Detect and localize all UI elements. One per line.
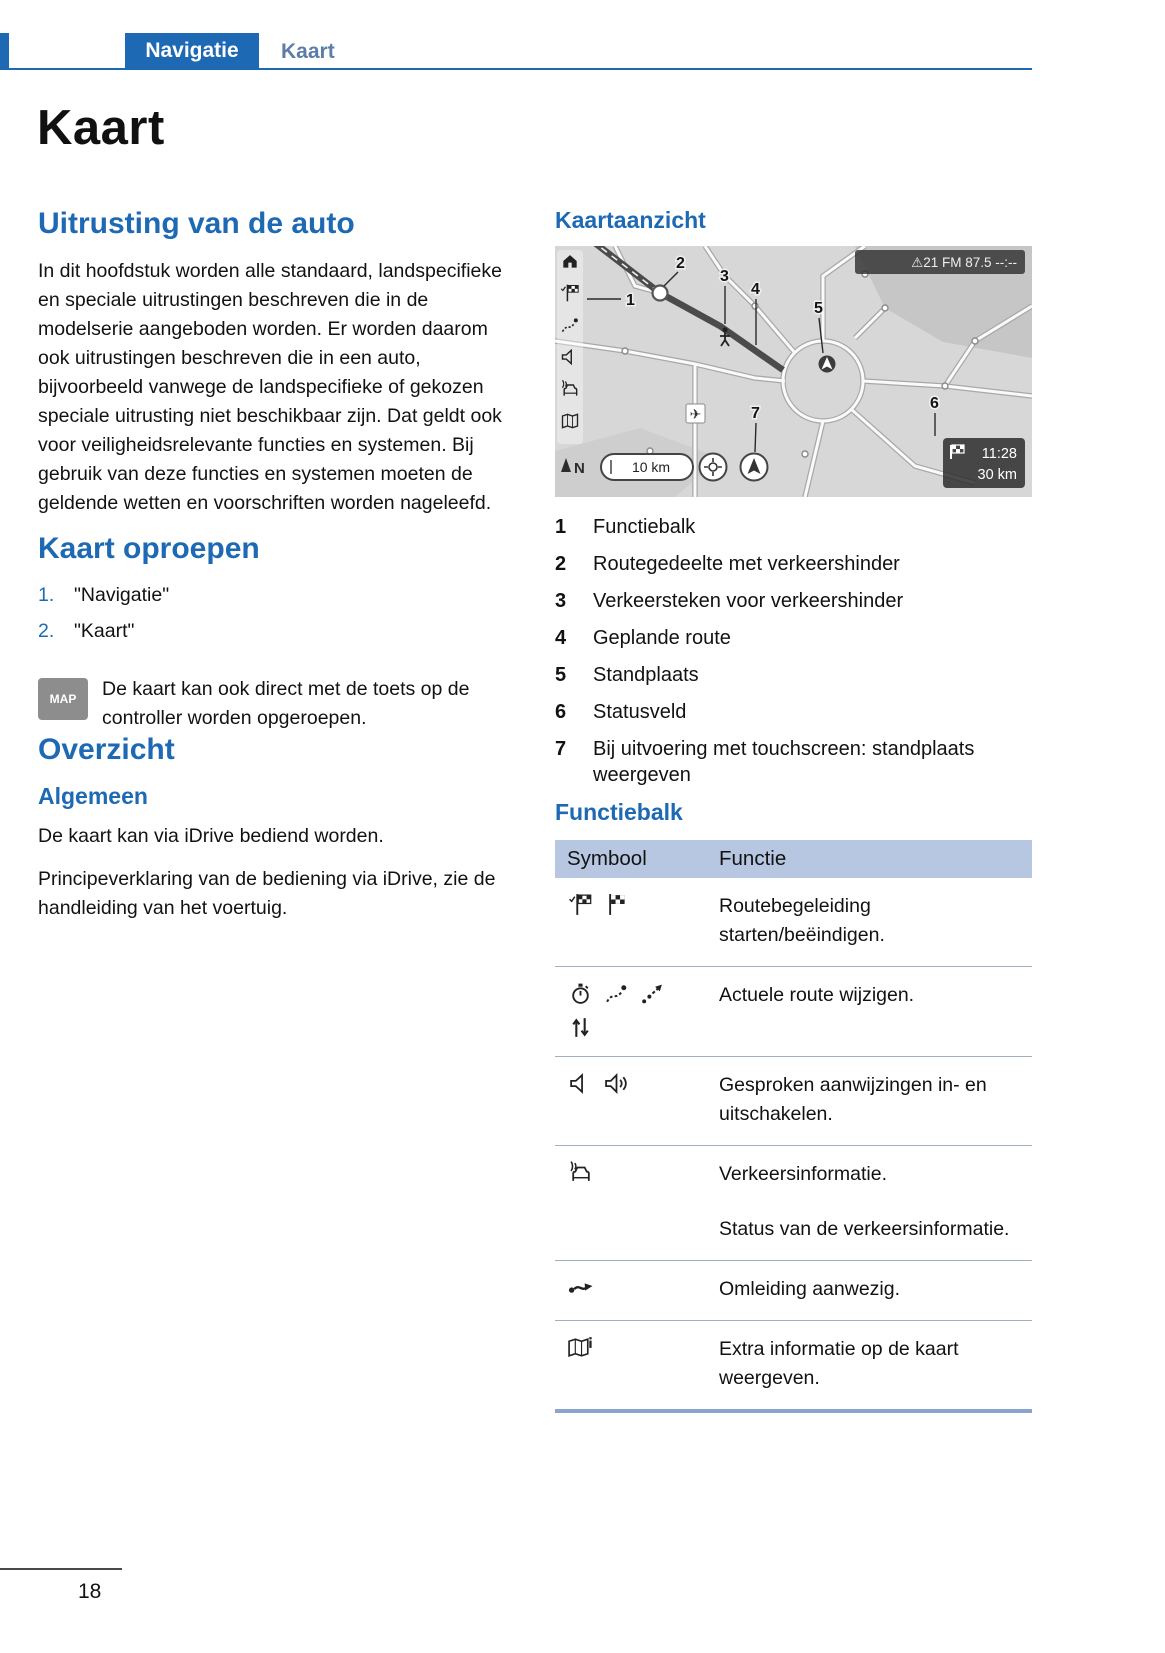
callout-6: 6: [930, 395, 939, 412]
eta-time: 11:28: [981, 446, 1017, 462]
legend-1-num: 1: [555, 516, 567, 538]
legend-item-4: [555, 625, 1032, 651]
function-bar-table: [555, 840, 1032, 1413]
legend-7-text: Bij uitvoering met touchscreen: standplaats weergeven: [593, 738, 975, 786]
flag-start-icon: [567, 892, 594, 917]
step-2: [38, 618, 512, 645]
legend-1-text: Functiebalk: [593, 516, 696, 538]
overview-p1: De kaart kan via iDrive bediend worden.: [38, 825, 384, 847]
right-column: [555, 207, 1032, 1413]
eta-distance: 30 km: [977, 467, 1017, 483]
legend-5-text: Standplaats: [593, 664, 699, 686]
row-4-function: Verkeersinformatie.: [719, 1163, 887, 1185]
map-legend: [555, 514, 1032, 788]
table-header-row: [555, 840, 1032, 878]
map-info-icon: [567, 1335, 594, 1360]
map-key-icon: MAP: [38, 678, 88, 720]
traffic-section-marker: [653, 286, 668, 301]
map-scale-control: [601, 454, 693, 480]
legend-2-num: 2: [555, 553, 567, 575]
detour-icon: [567, 1275, 594, 1300]
status-bar-text: ⚠21 FM 87.5 --:--: [911, 255, 1017, 270]
step-1: [38, 582, 512, 609]
speaker-off-icon: [567, 1071, 594, 1096]
row-3-function: Gesproken aanwijzingen in- en uitschakelen.: [719, 1074, 987, 1125]
heading-general: Algemeen: [38, 783, 148, 809]
legend-item-3: [555, 588, 1032, 614]
current-position-icon: [819, 356, 836, 373]
overview-p2: Principeverklaring van de bediening via iDrive, zie de handleiding van het voertuig.: [38, 868, 496, 919]
table-row: [555, 1057, 1032, 1146]
section-tab: [125, 33, 259, 69]
function-rail: [557, 250, 583, 444]
table-row: [555, 967, 1032, 1057]
map-illustration: [555, 246, 1032, 497]
footer-rule: [0, 1568, 122, 1570]
traffic-car-icon: [567, 1160, 594, 1185]
callout-1: 1: [626, 292, 635, 309]
map-status-bar: [855, 250, 1025, 274]
col-symbol: Symbool: [555, 840, 707, 878]
page-title: Kaart: [37, 101, 165, 155]
legend-6-num: 6: [555, 701, 567, 723]
legend-item-5: [555, 662, 1032, 688]
section-tab-label: Navigatie: [145, 39, 239, 62]
heading-function-bar: Functiebalk: [555, 799, 683, 825]
route-icon: [603, 981, 630, 1006]
map-button-note: [38, 675, 512, 733]
legend-item-2: [555, 551, 1032, 577]
legend-item-6: [555, 699, 1032, 725]
legend-item-7: [555, 736, 1032, 788]
legend-7-num: 7: [555, 738, 567, 760]
legend-item-1: [555, 514, 1032, 540]
equipment-body: In dit hoofdstuk worden alle standaard, landspecifieke en speciale uitrustingen beschreven die in de modelserie aangeboden worden. Er worden daarom ook uitrustingen beschreven die in een auto, bijvoorbeeld vanwege de landspecifieke of gekozen speciale uitrusting niet beschikbaar zijn. Dat geldt ook voor veiligheidsrelevante functies en systemen. Bij gebruik van deze functies en systemen moeten de geldende wetten en voorschriften worden nageleefd.: [38, 260, 502, 514]
flag-finish-icon: [603, 892, 630, 917]
page-number: 18: [78, 1580, 102, 1603]
row-4-function-2: Status van de verkeersinformatie.: [719, 1218, 1010, 1240]
map-scale-label: 10 km: [631, 459, 671, 475]
speaker-on-icon: [603, 1071, 630, 1096]
row-2-function: Actuele route wijzigen.: [719, 984, 915, 1006]
show-position-button: [741, 454, 768, 481]
waypoints-arrow-icon: [639, 981, 666, 1006]
heading-equipment: Uitrusting van de auto: [38, 207, 355, 240]
legend-3-num: 3: [555, 590, 567, 612]
callout-3: 3: [720, 268, 729, 285]
legend-6-text: Statusveld: [593, 701, 687, 723]
airport-icon: [686, 404, 705, 423]
destination-status-box: [943, 438, 1025, 488]
open-map-steps: [38, 582, 512, 645]
step-2-number: 2.: [38, 620, 55, 642]
map-button-note-text: De kaart kan ook direct met de toets op de controller worden opgeroepen.: [102, 678, 470, 729]
swap-vertical-icon: [567, 1015, 594, 1040]
left-column: [38, 207, 512, 937]
step-1-number: 1.: [38, 584, 55, 606]
compass-label: N: [574, 460, 585, 477]
svg-text:✈: ✈: [689, 407, 702, 423]
row-5-function: Omleiding aanwezig.: [719, 1278, 901, 1300]
callout-7: 7: [751, 405, 760, 422]
table-row: [555, 1321, 1032, 1412]
stopwatch-icon: [567, 981, 594, 1006]
legend-5-num: 5: [555, 664, 567, 686]
row-6-function: Extra informatie op de kaart weergeven.: [719, 1338, 959, 1389]
table-row: [555, 1146, 1032, 1261]
step-1-label: "Navigatie": [74, 584, 170, 606]
legend-2-text: Routegedeelte met verkeershinder: [593, 553, 900, 575]
heading-overview: Overzicht: [38, 733, 175, 766]
legend-3-text: Verkeersteken voor verkeershinder: [593, 590, 904, 612]
orientation-button: [700, 454, 727, 481]
row-1-function: Routebegeleiding starten/beëindigen.: [719, 895, 885, 946]
table-row: [555, 1261, 1032, 1321]
step-2-label: "Kaart": [74, 620, 135, 642]
heading-open-map: Kaart oproepen: [38, 532, 260, 565]
heading-map-view: Kaartaanzicht: [555, 207, 706, 233]
header-rule: [0, 68, 1032, 70]
map-screenshot: [555, 246, 1032, 497]
chapter-crumb: Kaart: [281, 40, 335, 63]
callout-4: 4: [751, 281, 760, 298]
callout-2: 2: [676, 255, 685, 272]
legend-4-text: Geplande route: [593, 627, 731, 649]
table-row: [555, 878, 1032, 967]
legend-4-num: 4: [555, 627, 567, 649]
callout-5: 5: [814, 300, 823, 317]
col-functie: Functie: [707, 840, 1032, 878]
page-edge-marker: [0, 33, 9, 69]
